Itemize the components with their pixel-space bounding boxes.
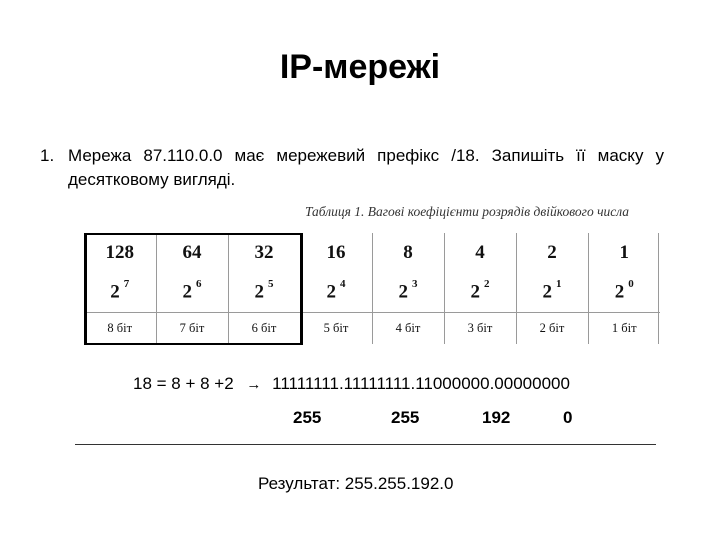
- power-base: 2: [398, 281, 408, 303]
- weight-cell: 64: [156, 233, 228, 273]
- table-caption: Таблиця 1. Вагові коефіцієнти розрядів двійкового числа: [305, 204, 630, 219]
- power-exponent: 6: [196, 278, 202, 291]
- weight-cell: 2: [516, 233, 588, 273]
- bit-position-cell: 7 біт: [156, 312, 228, 344]
- task-item: [40, 144, 664, 192]
- result-text: Результат: 255.255.192.0: [258, 474, 454, 493]
- weights-row: [84, 233, 660, 273]
- prefix-sum: 18 = 8 + 8 +2: [133, 374, 234, 393]
- octet-value: 255: [293, 408, 322, 427]
- power-cell: [516, 273, 588, 312]
- power-exponent: 1: [556, 278, 562, 291]
- power-base: 2: [542, 281, 552, 303]
- octet-value: 255: [391, 408, 420, 427]
- power-cell: [372, 273, 444, 312]
- task-number: 1.: [40, 146, 55, 165]
- bit-position-cell: 3 біт: [444, 312, 516, 344]
- power-base: 2: [110, 281, 120, 303]
- task-text: Мережа 87.110.0.0 має мережевий префікс /18. Запишіть її маску у десятковому вигляді.: [68, 146, 664, 189]
- binary-mask: 11111111.11111111.11000000.00000000: [272, 374, 570, 393]
- weight-cell: 8: [372, 233, 444, 273]
- power-cell: [84, 273, 156, 312]
- power-exponent: 0: [628, 278, 634, 291]
- weight-cell: 32: [228, 233, 300, 273]
- weight-cell: 1: [588, 233, 660, 273]
- power-base: 2: [254, 281, 264, 303]
- power-exponent: 7: [123, 278, 130, 291]
- power-cell: [156, 273, 228, 312]
- bits-row: [84, 312, 660, 344]
- weight-cell: 4: [444, 233, 516, 273]
- power-cell: [228, 273, 300, 312]
- bit-position-cell: 5 біт: [300, 312, 372, 344]
- power-base: 2: [182, 281, 192, 303]
- powers-row: [84, 273, 660, 312]
- bit-position-cell: 2 біт: [516, 312, 588, 344]
- power-cell: [300, 273, 372, 312]
- power-exponent: 4: [340, 278, 346, 291]
- bit-position-cell: 8 біт: [84, 312, 156, 344]
- arrow-right-icon: →: [246, 376, 262, 393]
- power-base: 2: [470, 281, 480, 303]
- bit-position-cell: 4 біт: [372, 312, 444, 344]
- power-base: 2: [326, 281, 336, 303]
- weight-cell: 16: [300, 233, 372, 273]
- weight-cell: 128: [105, 242, 134, 264]
- bit-weights-table: [84, 233, 660, 344]
- power-exponent: 5: [268, 278, 274, 291]
- page-title: IP-мережі: [279, 48, 441, 86]
- divider-line: [75, 444, 656, 445]
- bit-position-cell: 6 біт: [228, 312, 300, 344]
- octet-value: 0: [563, 408, 573, 427]
- power-exponent: 3: [412, 278, 418, 291]
- power-exponent: 2: [484, 278, 490, 291]
- octet-value: 192: [482, 408, 511, 427]
- power-cell: [444, 273, 516, 312]
- table-right-border: [658, 233, 659, 344]
- power-base: 2: [614, 281, 625, 303]
- bit-position-cell: 1 біт: [588, 312, 660, 344]
- calculation-line: [133, 374, 570, 394]
- power-cell: [588, 273, 660, 312]
